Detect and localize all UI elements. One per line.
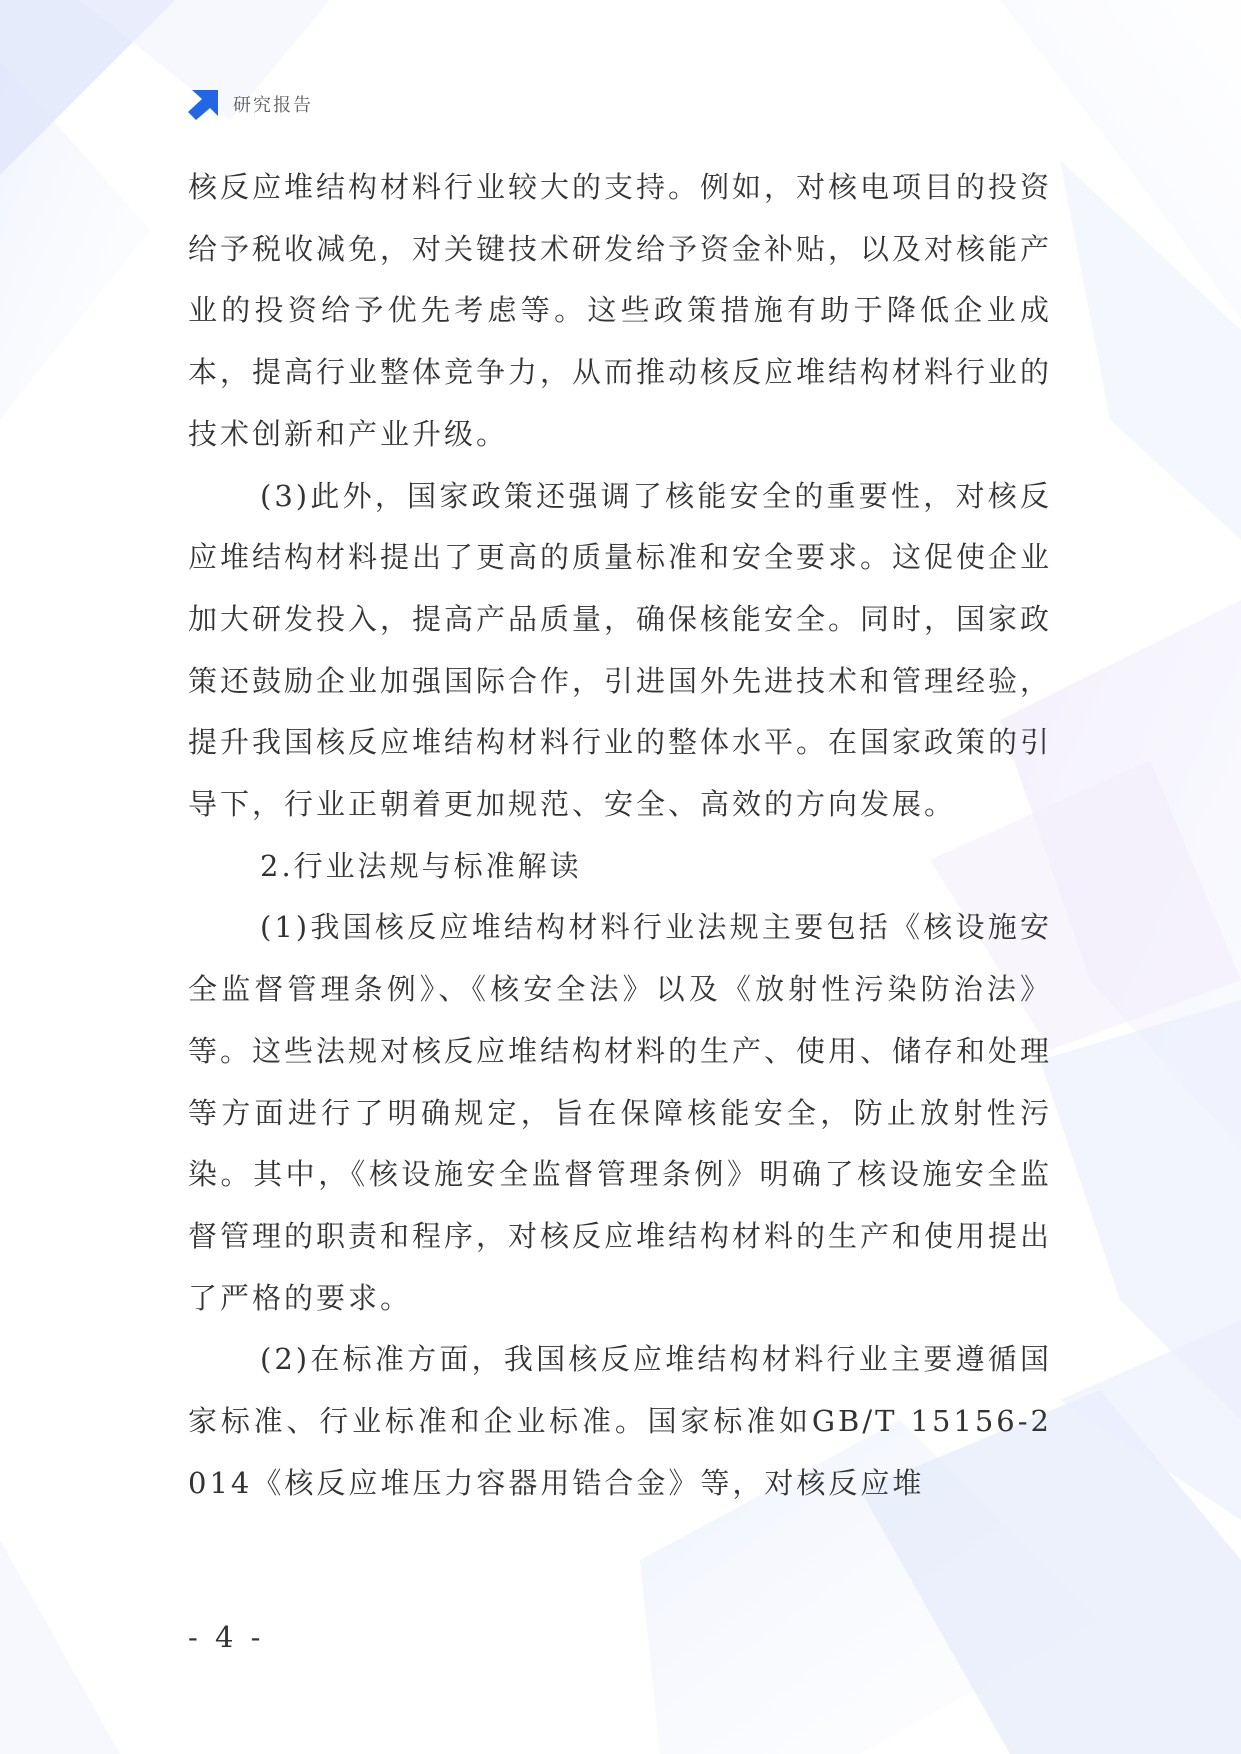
report-header: [188, 88, 313, 120]
arrow-up-right-icon: [188, 88, 220, 120]
report-body: [188, 157, 1052, 1514]
paragraph-3: (1)我国核反应堆结构材料行业法规主要包括《核设施安全监督管理条例》、《核安全法》以及《放射性污染防治法》等。这些法规对核反应堆结构材料的生产、使用、储存和处理等方面进行了明确规定，旨在保障核能安全，防止放射性污染。其中，《核设施安全监督管理条例》明确了核设施安全监督管理的职责和程序，对核反应堆结构材料的生产和使用提出了严格的要求。: [188, 910, 1053, 1315]
paragraph-2: (3)此外，国家政策还强调了核能安全的重要性，对核反应堆结构材料提出了更高的质量标准和安全要求。这促使企业加大研发投入，提高产品质量，确保核能安全。同时，国家政策还鼓励企业加强国际合作，引进国外先进技术和管理经验，提升我国核反应堆结构材料行业的整体水平。在国家政策的引导下，行业正朝着更加规范、安全、高效的方向发展。: [188, 478, 1053, 822]
section-heading: 2.行业法规与标准解读: [260, 848, 582, 883]
page-number: - 4 -: [188, 1620, 265, 1654]
paragraph-4: (2)在标准方面，我国核反应堆结构材料行业主要遵循国家标准、行业标准和企业标准。国家标准如GB/T 15156-2014《核反应堆压力容器用锆合金》等，对核反应堆: [188, 1342, 1052, 1500]
header-title: 研究报告: [233, 95, 313, 116]
paragraph-1: 核反应堆结构材料行业较大的支持。例如，对核电项目的投资给予税收减免，对关键技术研发给予资金补贴，以及对核能产业的投资给予优先考虑等。这些政策措施有助于降低企业成本，提高行业整体竞争力，从而推动核反应堆结构材料行业的技术创新和产业升级。: [188, 170, 1053, 451]
